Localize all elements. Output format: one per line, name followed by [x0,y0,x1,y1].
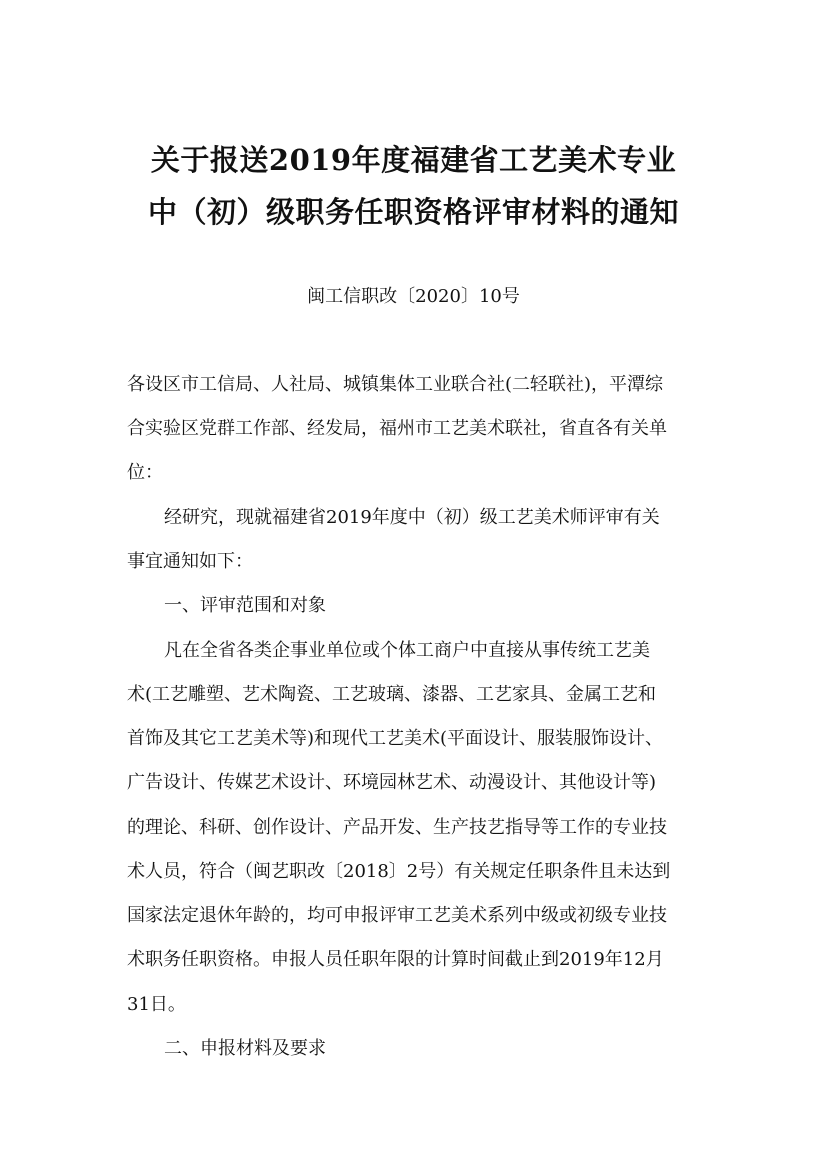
section-1-line: 术(工艺雕塑、艺术陶瓷、工艺玻璃、漆器、工艺家具、金属工艺和 [127,684,657,705]
addressee-line: 各设区市工信局、人社局、城镇集体工业联合社(二轻联社)，平潭综 [127,374,664,395]
section-1-line: 31日。 [127,994,186,1015]
section-1-line: 广告设计、传媒艺术设计、环境园林艺术、动漫设计、其他设计等) [127,772,657,793]
intro-paragraph-line: 经研究，现就福建省2019年度中（初）级工艺美术师评审有关 [164,507,660,528]
section-1-line: 的理论、科研、创作设计、产品开发、生产技艺指导等工作的专业技 [127,817,667,838]
addressee-line: 位： [127,462,163,483]
section-1-line: 首饰及其它工艺美术等)和现代工艺美术(平面设计、服装服饰设计、 [127,728,664,749]
section-1-line: 术人员，符合（闽艺职改〔2018〕2号）有关规定任职条件且未达到 [127,861,671,882]
section-1-line: 凡在全省各类企事业单位或个体工商户中直接从事传统工艺美 [164,640,650,661]
addressee-line: 合实验区党群工作部、经发局，福州市工艺美术联社，省直各有关单 [127,418,667,439]
section-1-line: 国家法定退休年龄的，均可申报评审工艺美术系列中级或初级专业技 [127,905,667,926]
section-2-heading: 二、申报材料及要求 [164,1038,326,1059]
section-1-line: 术职务任职资格。申报人员任职年限的计算时间截止到2019年12月 [127,949,664,970]
intro-paragraph-line: 事宜通知如下： [127,551,253,572]
section-1-heading: 一、评审范围和对象 [164,595,326,616]
document-title-line-1: 关于报送2019年度福建省工艺美术专业 [150,143,677,177]
document-number: 闽工信职改〔2020〕10号 [307,286,520,307]
document-title-line-2: 中（初）级职务任职资格评审材料的通知 [147,195,679,229]
